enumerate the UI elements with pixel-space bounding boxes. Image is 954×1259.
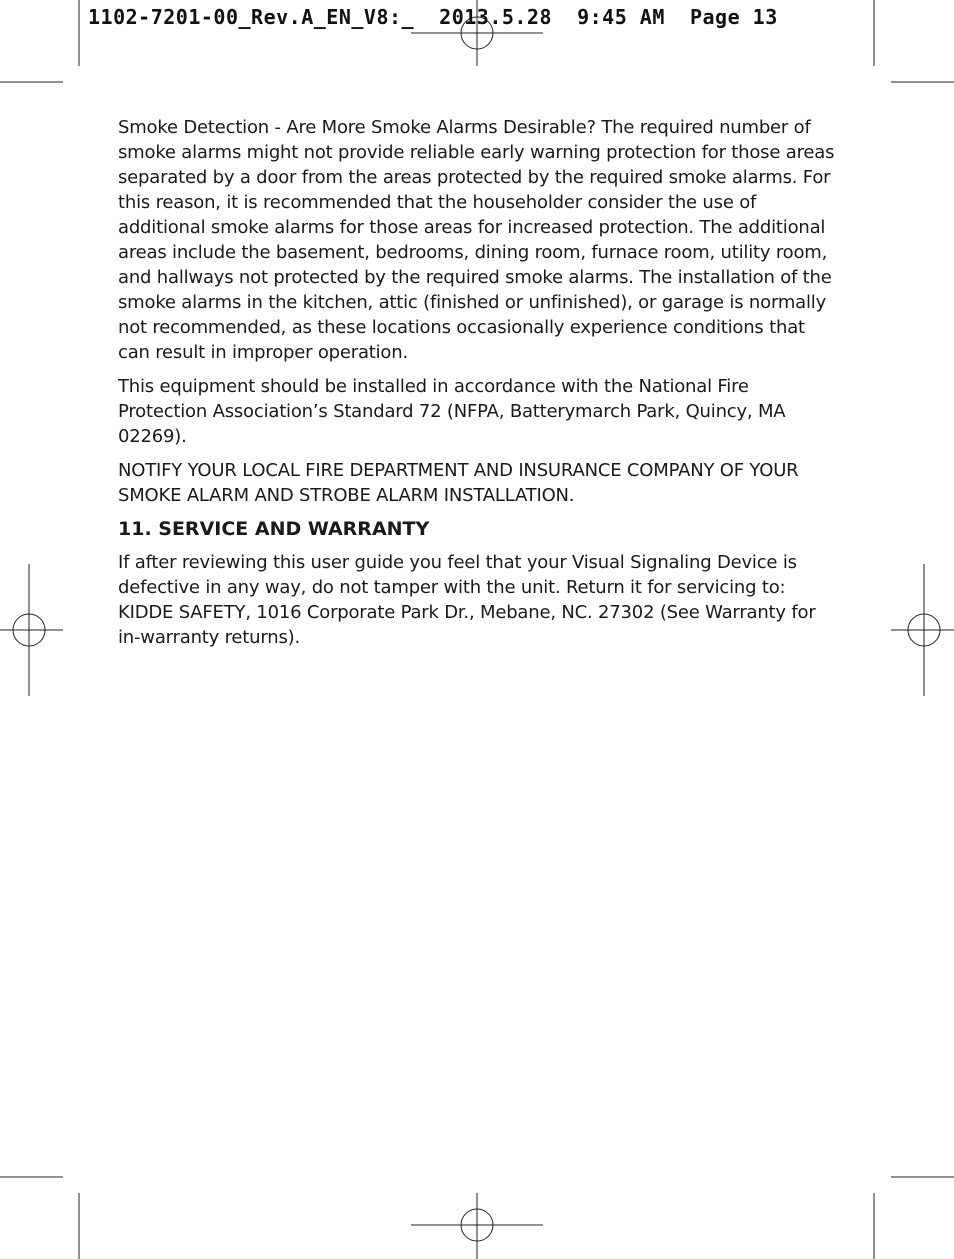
registration-mark-left bbox=[0, 564, 63, 696]
registration-mark-right bbox=[891, 564, 954, 696]
paragraph-notify: NOTIFY YOUR LOCAL FIRE DEPARTMENT AND INSURANCE COMPANY OF YOUR SMOKE ALARM AND STROBE ALARM INSTALLATION. bbox=[118, 460, 799, 506]
page-content bbox=[118, 115, 840, 659]
paragraph-smoke-detection: Smoke Detection - Are More Smoke Alarms Desirable? The required number of smoke alarms might not provide reliable early warning protection for those areas separated by a door from the areas protected by the required smoke alarms. For this reason, it is recommended that the householder consider the use of additional smoke alarms for those areas for increased protection. The additional areas include the basement, bedrooms, dining room, furnace room, utility room, and hallways not protected by the required smoke alarms. The installation of the smoke alarms in the kitchen, attic (finished or unfinished), or garage is normally not recommended, as these locations occasionally experience conditions that can result in improper operation. bbox=[118, 117, 835, 363]
paragraph-service-warranty: If after reviewing this user guide you feel that your Visual Signaling Device is defective in any way, do not tamper with the unit. Return it for servicing to: KIDDE SAFETY, 1016 Corporate Park Dr., Mebane, NC. 27302 (See Warranty for in-warranty returns). bbox=[118, 552, 816, 648]
print-slug-line: 1102-7201-00_Rev.A_EN_V8:_ 2013.5.28 9:45 AM Page 13 bbox=[88, 5, 778, 29]
registration-mark-bottom bbox=[411, 1193, 543, 1259]
paragraph-nfpa-standard: This equipment should be installed in accordance with the National Fire Protection Association’s Standard 72 (NFPA, Batterymarch Park, Quincy, MA 02269). bbox=[118, 376, 786, 447]
section-heading: 11. SERVICE AND WARRANTY bbox=[118, 518, 430, 540]
